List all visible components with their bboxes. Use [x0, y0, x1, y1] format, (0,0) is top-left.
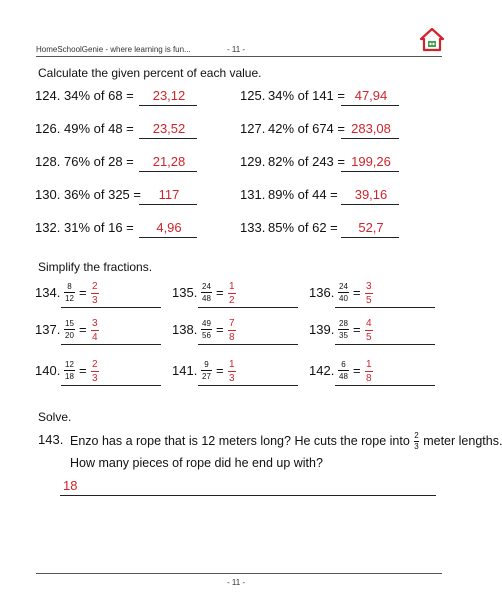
question-fraction	[338, 319, 349, 340]
problem-number: 139.	[309, 322, 335, 337]
equals-sign: =	[353, 322, 361, 337]
fraction-numerator: 8	[67, 282, 72, 291]
question-fraction	[201, 282, 212, 303]
answer-fraction	[365, 281, 373, 306]
equals-sign: =	[79, 363, 87, 378]
problem-number: 141.	[172, 363, 198, 378]
fraction-numerator: 6	[341, 360, 346, 369]
fractions-instruction: Simplify the fractions.	[38, 260, 153, 274]
fraction-numerator: 1	[366, 359, 372, 370]
fraction-denominator: 48	[202, 294, 211, 303]
equals-sign: =	[216, 363, 224, 378]
answer-line	[139, 204, 197, 205]
answer-line	[341, 204, 399, 205]
problem-number: 125.	[240, 88, 266, 103]
word-problem-answer: 18	[63, 478, 78, 493]
answer-line	[341, 171, 399, 172]
fraction-numerator: 24	[202, 282, 211, 291]
problem-number: 124.	[35, 88, 61, 103]
question-fraction	[338, 282, 349, 303]
answer-line	[341, 237, 399, 238]
problem-number: 135.	[172, 285, 198, 300]
problem-number: 136.	[309, 285, 335, 300]
problem-number: 129.	[240, 154, 266, 169]
problem-number: 142.	[309, 363, 335, 378]
header-site-text: HomeSchoolGenie - where learning is fun...	[36, 45, 191, 54]
problem-number: 131.	[240, 187, 266, 202]
question-fraction	[64, 360, 75, 381]
question-fraction	[338, 360, 349, 381]
problem-number: 143.	[38, 432, 64, 447]
percent-question: 34% of 141 =	[268, 88, 345, 103]
question-fraction	[64, 319, 75, 340]
header-page-number: - 11 -	[227, 45, 246, 54]
percent-question: 42% of 674 =	[268, 121, 345, 136]
equals-sign: =	[216, 285, 224, 300]
fraction-numerator: 15	[65, 319, 74, 328]
fraction-numerator: 7	[229, 318, 235, 329]
answer-line	[335, 307, 435, 308]
percent-instruction: Calculate the given percent of each value.	[38, 66, 262, 80]
fraction-numerator: 9	[204, 360, 209, 369]
problem-number: 130.	[35, 187, 61, 202]
answer-line	[139, 237, 197, 238]
fraction-numerator: 2	[92, 281, 98, 292]
percent-question: 76% of 28 =	[64, 154, 134, 169]
fraction-numerator: 2	[92, 359, 98, 370]
fraction-denominator: 20	[65, 331, 74, 340]
fraction-numerator: 12	[65, 360, 74, 369]
question-fraction	[201, 319, 212, 340]
percent-question: 49% of 48 =	[64, 121, 134, 136]
answer-line	[61, 385, 161, 386]
answer-fraction	[91, 359, 99, 384]
answer-line	[341, 105, 399, 106]
fraction-denominator: 5	[366, 295, 372, 306]
fraction-numerator: 2	[414, 431, 419, 440]
equals-sign: =	[216, 322, 224, 337]
fraction-denominator: 3	[92, 295, 98, 306]
problem-number: 134.	[35, 285, 61, 300]
answer-line	[61, 307, 161, 308]
word-problem-text: meter lengths.	[423, 433, 502, 448]
fraction-denominator: 35	[339, 331, 348, 340]
fraction-numerator: 1	[229, 281, 235, 292]
percent-answer: 23,52	[152, 121, 186, 136]
equals-sign: =	[353, 363, 361, 378]
fraction-denominator: 40	[339, 294, 348, 303]
fraction-numerator: 1	[229, 359, 235, 370]
percent-answer: 21,28	[152, 154, 186, 169]
answer-line	[139, 138, 197, 139]
percent-question: 89% of 44 =	[268, 187, 338, 202]
answer-fraction	[365, 359, 373, 384]
word-problem-text: Enzo has a rope that is 12 meters long? He cuts the rope into	[70, 433, 410, 448]
answer-fraction	[228, 318, 236, 343]
header-divider	[36, 56, 442, 57]
answer-fraction	[228, 359, 236, 384]
fraction-numerator: 3	[92, 318, 98, 329]
footer-divider	[36, 573, 442, 574]
fraction-numerator: 49	[202, 319, 211, 328]
problem-number: 133.	[240, 220, 266, 235]
word-problem-answer-line	[60, 495, 436, 496]
problem-number: 128.	[35, 154, 61, 169]
fraction-denominator: 56	[202, 331, 211, 340]
problem-number: 138.	[172, 322, 198, 337]
answer-line	[139, 105, 197, 106]
answer-line	[198, 307, 298, 308]
fraction-denominator: 3	[92, 373, 98, 384]
problem-number: 126.	[35, 121, 61, 136]
answer-line	[341, 138, 399, 139]
fraction-denominator: 5	[366, 332, 372, 343]
fraction-denominator: 18	[65, 372, 74, 381]
problem-number: 132.	[35, 220, 61, 235]
fraction-numerator: 4	[366, 318, 372, 329]
question-fraction	[64, 282, 75, 303]
fraction-numerator: 24	[339, 282, 348, 291]
footer-page-number: - 11 -	[227, 578, 246, 587]
percent-question: 85% of 62 =	[268, 220, 338, 235]
answer-fraction	[91, 318, 99, 343]
fraction-denominator: 3	[414, 442, 419, 451]
answer-line	[198, 344, 298, 345]
fraction-numerator: 3	[366, 281, 372, 292]
percent-question: 31% of 16 =	[64, 220, 134, 235]
fraction-denominator: 3	[229, 373, 235, 384]
percent-answer: 23,12	[152, 88, 186, 103]
percent-answer: 4,96	[156, 220, 182, 235]
fraction-numerator: 28	[339, 319, 348, 328]
word-problem-fraction	[414, 432, 418, 451]
percent-answer: 52,7	[358, 220, 384, 235]
word-problem-line1	[70, 432, 502, 451]
percent-answer: 283,08	[351, 121, 391, 136]
answer-line	[335, 385, 435, 386]
answer-line	[198, 385, 298, 386]
fraction-denominator: 8	[229, 332, 235, 343]
percent-question: 36% of 325 =	[64, 187, 141, 202]
fraction-denominator: 4	[92, 332, 98, 343]
fraction-denominator: 27	[202, 372, 211, 381]
percent-answer: 117	[158, 187, 180, 202]
answer-fraction	[228, 281, 236, 306]
percent-answer: 39,16	[354, 187, 388, 202]
problem-number: 140.	[35, 363, 61, 378]
percent-question: 34% of 68 =	[64, 88, 134, 103]
home-logo-icon	[418, 26, 446, 54]
fraction-denominator: 2	[229, 295, 235, 306]
answer-line	[335, 344, 435, 345]
word-problem-line2: How many pieces of rope did he end up with?	[70, 456, 323, 470]
fraction-denominator: 8	[366, 373, 372, 384]
answer-fraction	[365, 318, 373, 343]
problem-number: 137.	[35, 322, 61, 337]
answer-line	[61, 344, 161, 345]
percent-answer: 47,94	[354, 88, 388, 103]
fraction-denominator: 48	[339, 372, 348, 381]
question-fraction	[201, 360, 212, 381]
answer-line	[139, 171, 197, 172]
equals-sign: =	[79, 322, 87, 337]
solve-instruction: Solve.	[38, 410, 72, 424]
problem-number: 127.	[240, 121, 266, 136]
equals-sign: =	[353, 285, 361, 300]
equals-sign: =	[79, 285, 87, 300]
percent-question: 82% of 243 =	[268, 154, 345, 169]
answer-fraction	[91, 281, 99, 306]
percent-answer: 199,26	[351, 154, 391, 169]
fraction-denominator: 12	[65, 294, 74, 303]
